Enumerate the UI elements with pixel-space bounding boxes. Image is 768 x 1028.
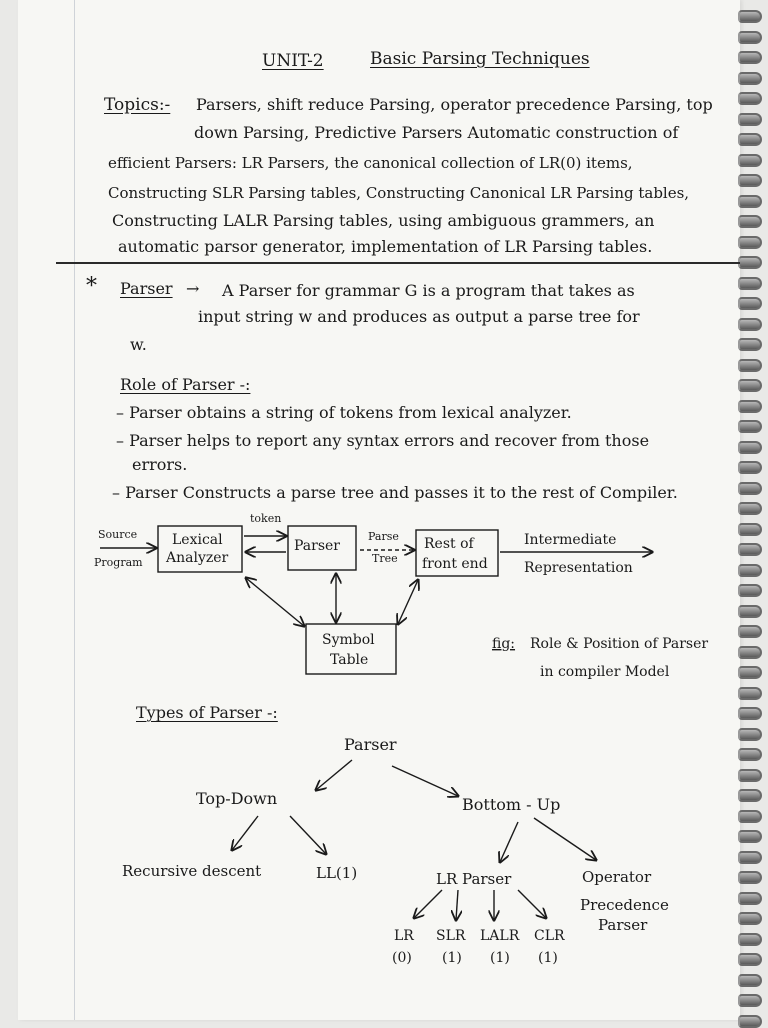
- leaf-lr0-bottom: (0): [392, 950, 412, 966]
- root-to-topdown-arrow: [316, 760, 352, 790]
- rest-label-2: front end: [422, 556, 488, 572]
- recursive-descent-node: Recursive descent: [122, 862, 262, 880]
- lexical-label-2: Analyzer: [166, 550, 229, 566]
- source-label-2: Program: [94, 556, 143, 569]
- fig-caption-1: Role & Position of Parser: [530, 636, 709, 652]
- fig-label: fig:: [492, 636, 516, 652]
- leaf-lr0-top: LR: [394, 928, 414, 944]
- role-item-3: – Parser Constructs a parse tree and passes it to the rest of Compiler.: [112, 483, 678, 502]
- bottomup-to-lr-arrow: [500, 822, 518, 862]
- parser-term: Parser: [120, 279, 173, 298]
- fig-caption-2: in compiler Model: [540, 664, 670, 680]
- bottomup-to-operator-arrow: [534, 818, 596, 860]
- ll1-node: LL(1): [316, 864, 358, 882]
- lr-to-lr0-arrow: [414, 890, 442, 918]
- definition-line-2: input string w and produces as output a parse tree for: [198, 307, 640, 326]
- parser-box-label: Parser: [294, 538, 340, 554]
- role-item-2-cont: errors.: [132, 455, 188, 474]
- topics-line-1: Parsers, shift reduce Parsing, operator precedence Parsing, top: [196, 95, 713, 114]
- operator-node-3: Parser: [598, 916, 648, 934]
- bottom-up-node: Bottom - Up: [462, 795, 561, 814]
- operator-node-2: Precedence: [580, 896, 669, 914]
- topdown-to-ll1-arrow: [290, 816, 326, 854]
- lexical-label-1: Lexical: [172, 532, 223, 548]
- role-item-2: – Parser helps to report any syntax errors and recover from those: [116, 431, 650, 450]
- parse-tree-label-1: Parse: [368, 530, 399, 543]
- topics-line-2: down Parsing, Predictive Parsers Automatic construction of: [194, 123, 679, 142]
- role-heading: Role of Parser -:: [120, 375, 251, 394]
- tree-root: Parser: [344, 735, 397, 754]
- topics-line-4: Constructing SLR Parsing tables, Constructing Canonical LR Parsing tables,: [108, 184, 690, 202]
- topics-line-3: efficient Parsers: LR Parsers, the canonical collection of LR(0) items,: [108, 154, 633, 172]
- topics-line-5: Constructing LALR Parsing tables, using ambiguous grammers, an: [112, 211, 655, 230]
- leaf-slr-bottom: (1): [442, 950, 462, 966]
- symbol-label-1: Symbol: [322, 632, 375, 648]
- leaf-slr-top: SLR: [436, 928, 466, 944]
- star-bullet: *: [86, 274, 97, 299]
- intermediate-label-2: Representation: [524, 560, 633, 576]
- topics-label: Topics:-: [104, 95, 171, 115]
- definition-line-3: w.: [130, 335, 147, 354]
- topdown-to-recursive-arrow: [232, 816, 258, 850]
- unit-label: UNIT-2: [262, 51, 324, 71]
- lr-parser-node: LR Parser: [436, 870, 512, 888]
- token-label: token: [250, 512, 282, 525]
- topics-line-6: automatic parsor generator, implementation of LR Parsing tables.: [118, 237, 653, 256]
- top-down-node: Top-Down: [196, 789, 278, 808]
- intermediate-label-1: Intermediate: [524, 532, 617, 548]
- page-title: Basic Parsing Techniques: [370, 49, 590, 69]
- lr-to-clr-arrow: [518, 890, 546, 918]
- leaf-lalr-top: LALR: [480, 928, 520, 944]
- source-label-1: Source: [98, 528, 138, 541]
- root-to-bottomup-arrow: [392, 766, 458, 796]
- parse-tree-label-2: Tree: [372, 552, 398, 565]
- types-heading: Types of Parser -:: [136, 703, 278, 722]
- operator-node-1: Operator: [582, 868, 652, 886]
- leaf-clr-bottom: (1): [538, 950, 558, 966]
- definition-line-1: A Parser for grammar G is a program that takes as: [222, 281, 635, 300]
- rest-label-1: Rest of: [424, 536, 474, 552]
- leaf-lalr-bottom: (1): [490, 950, 510, 966]
- role-item-1: – Parser obtains a string of tokens from lexical analyzer.: [116, 403, 572, 422]
- symbol-label-2: Table: [330, 652, 369, 668]
- definition-arrow: →: [186, 279, 200, 298]
- lr-to-slr-arrow: [456, 890, 458, 920]
- leaf-clr-top: CLR: [534, 928, 565, 944]
